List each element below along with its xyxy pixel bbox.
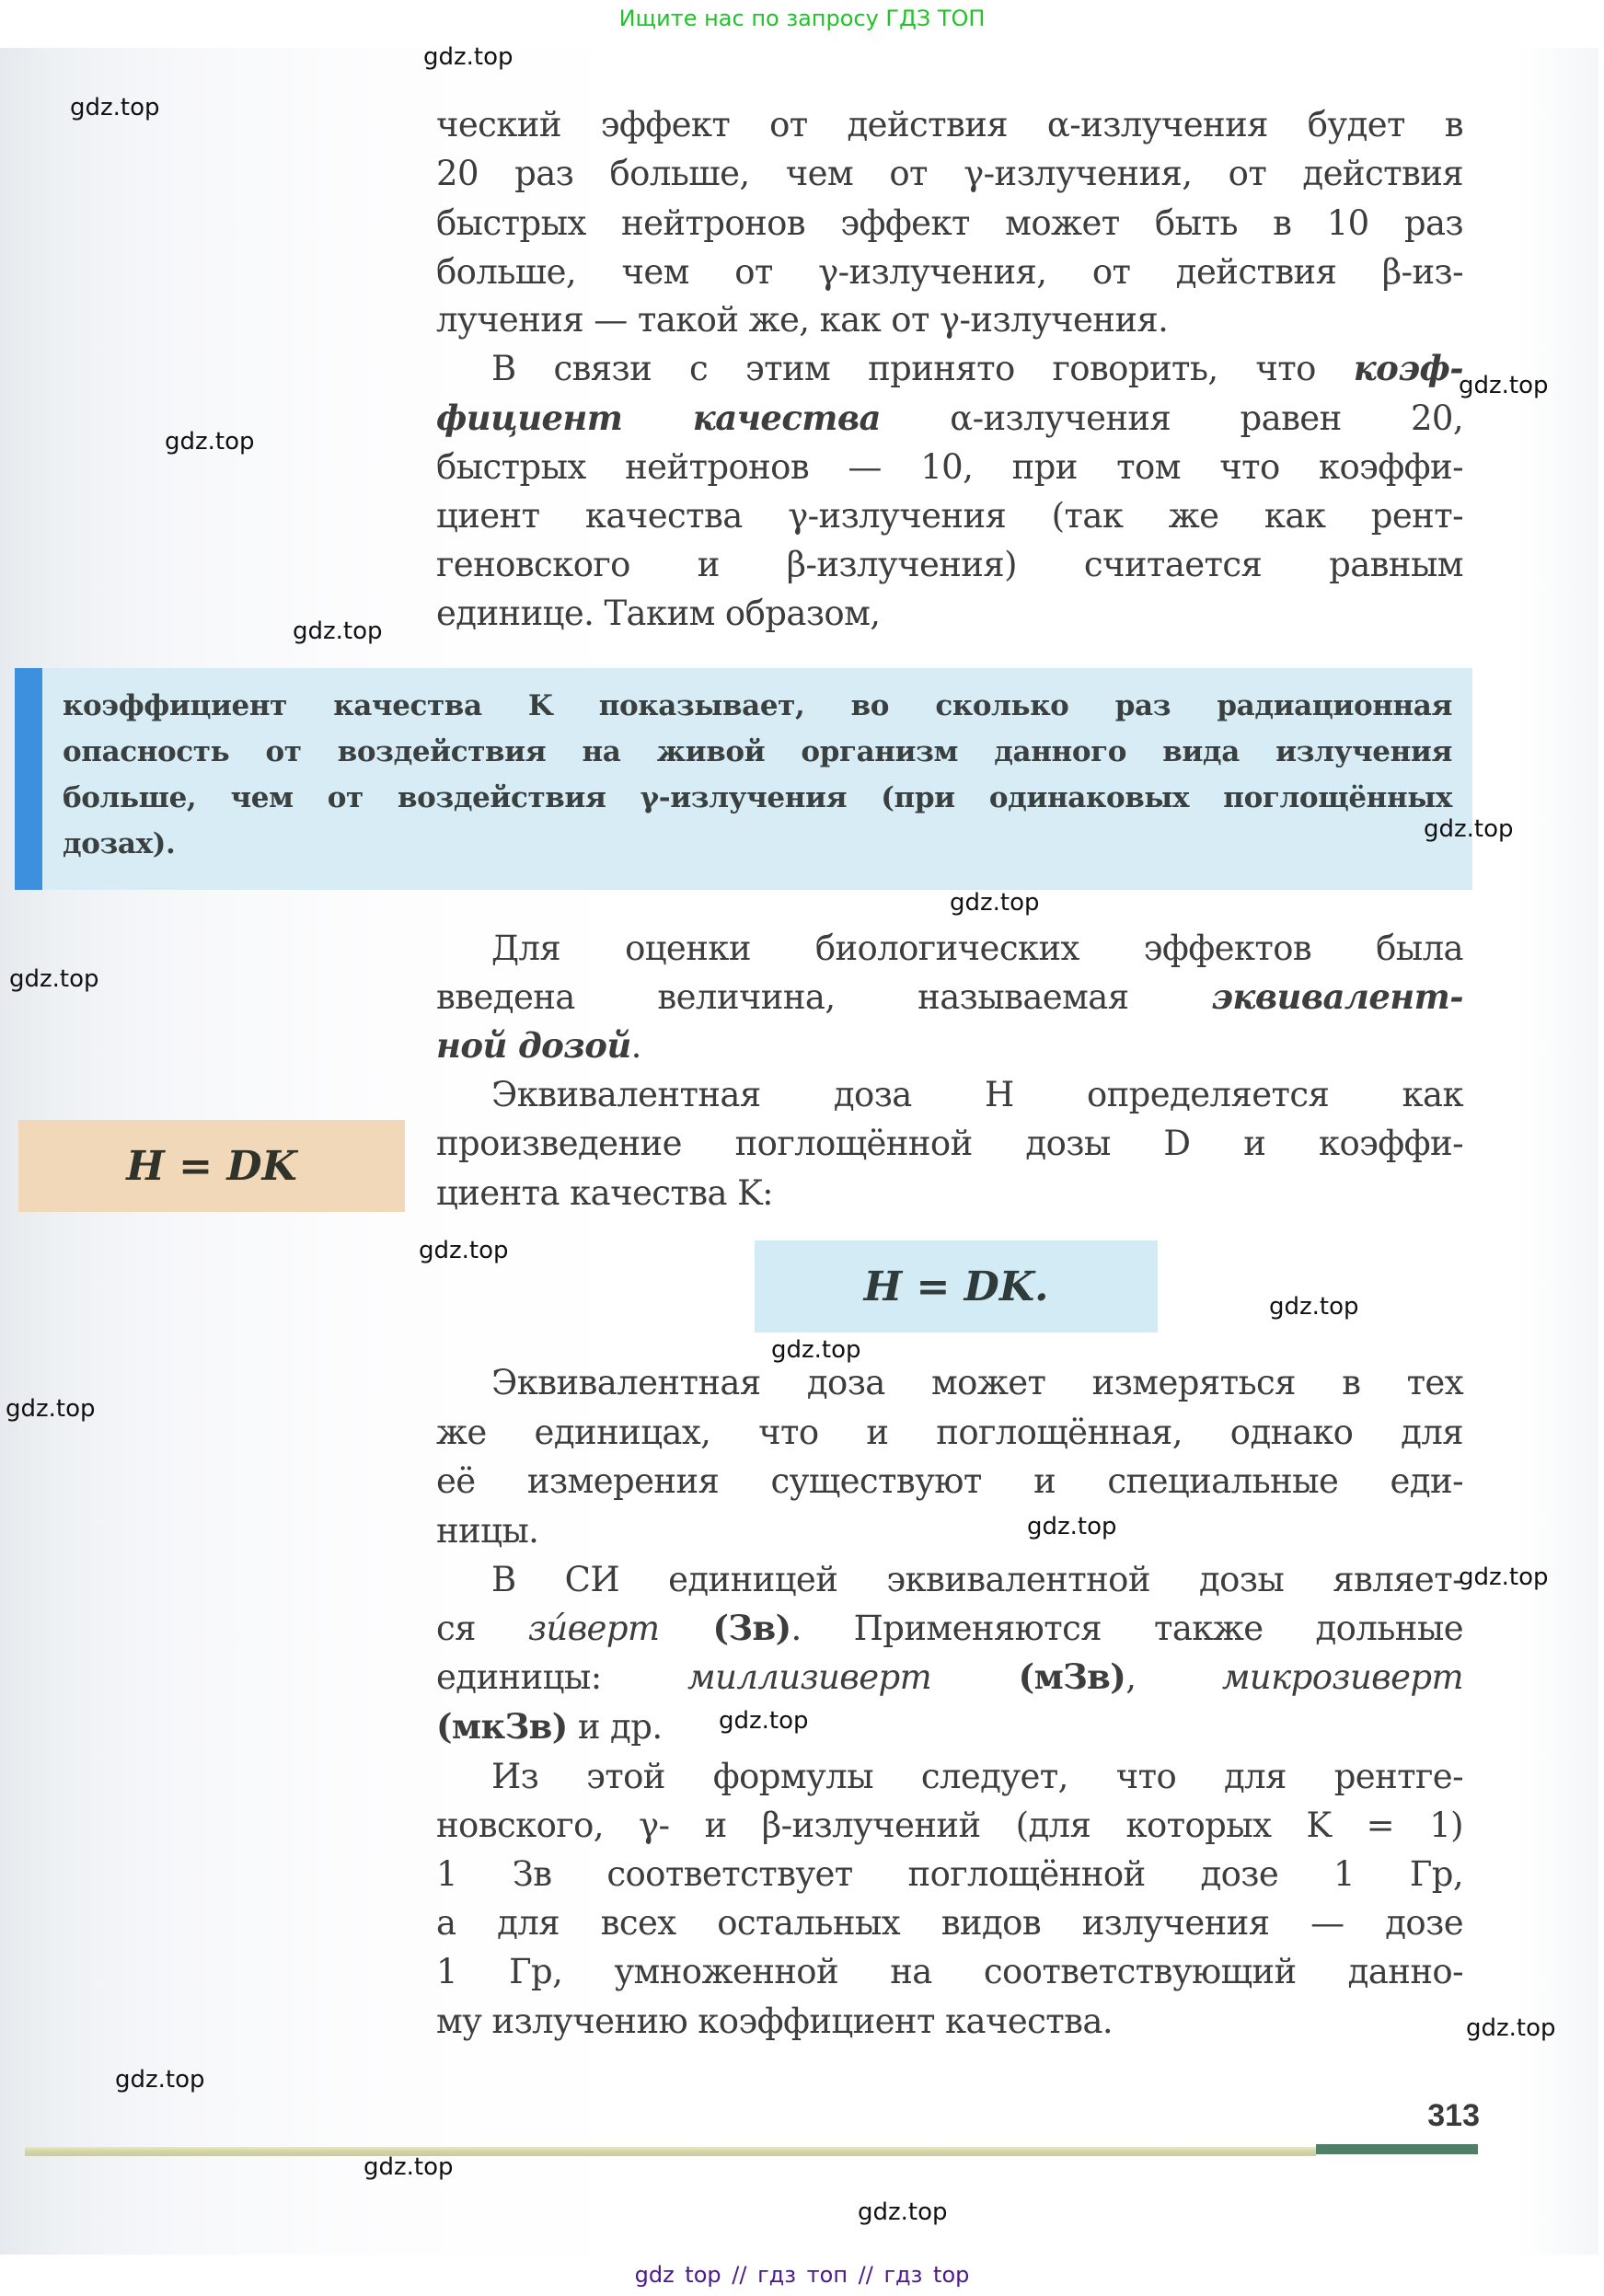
term-equivalent-dose: ной дозой	[436, 1025, 631, 1066]
watermark: gdz.top	[419, 1237, 509, 1264]
term-millisievert: миллизиверт	[687, 1657, 932, 1697]
text-line: ческий эффект от действия α-излучения будет в	[436, 105, 1463, 144]
watermark: gdz.top	[1466, 2014, 1556, 2042]
page-rule-accent	[1316, 2144, 1478, 2154]
text-line: лучения — такой же, как от γ-излучения.	[436, 300, 1169, 340]
text-line: Из этой формулы следует, что для рентге-	[491, 1757, 1463, 1796]
term-quality-factor: коэф-	[1353, 348, 1463, 388]
text-line: В СИ единицей эквивалентной дозы являет-	[491, 1560, 1463, 1599]
text-line: ницы.	[436, 1511, 539, 1551]
text-line: быстрых нейтронов эффект может быть в 10 раз	[436, 203, 1463, 243]
text-line: быстрых нейтронов — 10, при том что коэффи-	[436, 447, 1463, 487]
text-line: 1 Зв соответствует поглощённой дозе 1 Гр,	[436, 1854, 1463, 1894]
text-line: фициент качества α-излучения равен 20,	[436, 398, 1463, 438]
text-line: введена величина, называемая эквивалент-	[436, 976, 1463, 1017]
watermark: gdz.top	[115, 2066, 205, 2094]
text-line: а для всех остальных видов излучения — дозе	[436, 1903, 1463, 1943]
text-line: ной дозой.	[436, 1025, 641, 1066]
page-number: 313	[1427, 2098, 1480, 2133]
watermark: gdz.top	[70, 94, 160, 121]
definition-line: коэффициент качества K показывает, во сколько раз радиационная	[63, 689, 1452, 722]
watermark: gdz.top	[858, 2198, 948, 2226]
watermark: gdz.top	[1459, 372, 1549, 399]
watermark: gdz.top	[771, 1336, 861, 1364]
watermark: gdz.top	[1459, 1563, 1549, 1591]
definition-line: опасность от воздействия на живой организм данного вида излучения	[63, 735, 1452, 768]
watermark: gdz.top	[6, 1395, 96, 1423]
term-microsievert: микрозиверт	[1221, 1657, 1463, 1697]
definition-box	[15, 668, 1472, 890]
text-line: му излучению коэффициент качества.	[436, 2002, 1114, 2041]
text-line: Эквивалентная доза может измеряться в тех	[491, 1363, 1463, 1402]
definition-accent-bar	[15, 668, 42, 890]
watermark: gdz.top	[165, 428, 255, 456]
text-line: геновского и β-излучения) считается равным	[436, 545, 1463, 584]
text-line: 1 Гр, умноженной на соответствующий данно-	[436, 1952, 1463, 1991]
text-line: В связи с этим принято говорить, что коэф-	[491, 348, 1463, 388]
term-quality-factor: фициент качества	[436, 398, 881, 438]
watermark: gdz.top	[423, 43, 514, 71]
watermark: gdz.top	[719, 1707, 809, 1735]
watermark: gdz.top	[363, 2153, 454, 2181]
text-line: циента качества K:	[436, 1173, 773, 1213]
term-sievert: зи́верт	[527, 1609, 660, 1648]
watermark: gdz.top	[950, 889, 1040, 917]
page-rule	[25, 2147, 1316, 2156]
text-line: единицы: миллизиверт (мЗв), микрозиверт	[436, 1656, 1463, 1697]
text-line: ся зи́верт (Зв). Применяются также дольные	[436, 1608, 1463, 1648]
watermark: gdz.top	[9, 965, 99, 993]
watermark: gdz.top	[1269, 1293, 1359, 1321]
text-line: 20 раз больше, чем от γ-излучения, от действия	[436, 154, 1463, 193]
text-line: Эквивалентная доза H определяется как	[491, 1075, 1463, 1114]
main-formula-box: H = DK.	[755, 1240, 1158, 1333]
text-line: циент качества γ-излучения (так же как рент-	[436, 496, 1463, 536]
text-line: единице. Таким образом,	[436, 594, 881, 633]
text-line: (мкЗв) и др.	[436, 1706, 663, 1747]
definition-line: дозах).	[63, 827, 176, 860]
watermark: gdz.top	[293, 617, 383, 645]
search-banner: Ищите нас по запросу ГДЗ ТОП	[618, 6, 986, 31]
margin-formula-box: H = DK	[18, 1120, 405, 1212]
footer-links: gdz top // гдз топ // гдз top	[634, 2262, 970, 2288]
text-line: больше, чем от γ-излучения, от действия β-из-	[436, 252, 1463, 292]
definition-line: больше, чем от воздействия γ-излучения (при одинаковых поглощённых	[63, 781, 1452, 814]
term-equivalent-dose: эквивалент-	[1211, 976, 1463, 1017]
watermark: gdz.top	[1424, 815, 1514, 843]
text-line: новского, γ- и β-излучений (для которых K = 1)	[436, 1806, 1463, 1845]
text-line: произведение поглощённой дозы D и коэффи-	[436, 1124, 1463, 1163]
text-line: же единицах, что и поглощённая, однако для	[436, 1413, 1463, 1452]
text-line: Для оценки биологических эффектов была	[491, 929, 1463, 968]
watermark: gdz.top	[1027, 1513, 1117, 1540]
text-line: её измерения существуют и специальные еди-	[436, 1461, 1463, 1501]
